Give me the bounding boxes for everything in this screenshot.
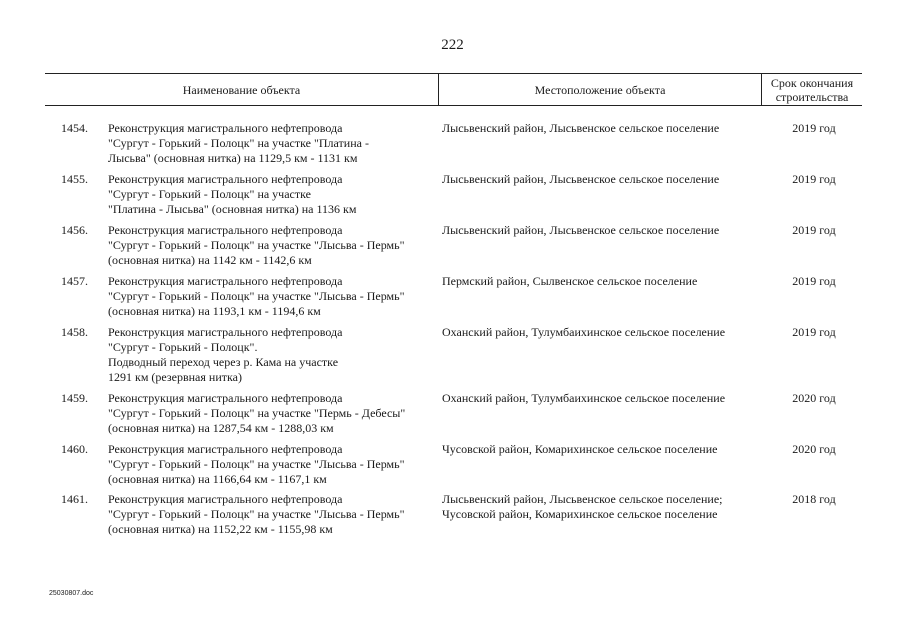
completion-year: 2020 год [792,391,836,405]
header-location: Местоположение объекта [534,83,666,97]
object-name: Реконструкция магистрального нефтепровода "Сургут - Горький - Полоцк" на участке "Лысьва - Пермь" (основная нитка) на 1193,1 км - 1194,6 км [108,274,405,318]
row-number: 1455. [61,172,88,186]
row-number: 1457. [61,274,88,288]
object-location: Лысьвенский район, Лысьвенское сельское поселение [442,223,720,237]
completion-year: 2019 год [792,274,836,288]
header-name: Наименование объекта [182,83,301,97]
completion-year: 2018 год [792,492,836,506]
row-number: 1456. [61,223,88,237]
header-top-rule [45,73,862,74]
header-bottom-rule [45,105,862,106]
page-number: 222 [441,37,464,53]
completion-year: 2019 год [792,172,836,186]
completion-year: 2019 год [792,223,836,237]
object-location: Лысьвенский район, Лысьвенское сельское поселение [442,172,720,186]
object-name: Реконструкция магистрального нефтепровода "Сургут - Горький - Полоцк" на участке "Пермь - Дебесы" (основная нитка) на 1287,54 км - 1288,03 км [108,391,406,435]
document-filename: 25030807.doc [49,590,94,597]
object-name: Реконструкция магистрального нефтепровода "Сургут - Горький - Полоцк" на участке "Лысьва - Пермь" (основная нитка) на 1166,64 км - 1167,1 км [108,442,405,486]
row-number: 1458. [61,325,88,339]
object-location: Пермский район, Сылвенское сельское поселение [442,274,698,288]
object-location: Лысьвенский район, Лысьвенское сельское поселение [442,121,720,135]
completion-year: 2019 год [792,121,836,135]
object-location: Лысьвенский район, Лысьвенское сельское поселение; Чусовской район, Комарихинское сельское поселение [442,492,723,521]
completion-year: 2020 год [792,442,836,456]
row-number: 1459. [61,391,88,405]
object-name: Реконструкция магистрального нефтепровода "Сургут - Горький - Полоцк" на участке "Платина - Лысьва" (основная нитка) на 1136 км [108,172,357,216]
row-number: 1460. [61,442,88,456]
completion-year: 2019 год [792,325,836,339]
object-name: Реконструкция магистрального нефтепровода "Сургут - Горький - Полоцк" на участке "Лысьва - Пермь" (основная нитка) на 1152,22 км - 1155,98 км [108,492,405,536]
object-name: Реконструкция магистрального нефтепровода "Сургут - Горький - Полоцк" на участке "Лысьва - Пермь" (основная нитка) на 1142 км - 1142,6 км [108,223,405,267]
header-deadline: Срок окончания строительства [770,76,854,104]
object-location: Оханский район, Тулумбаихинское сельское поселение [442,325,726,339]
object-name: Реконструкция магистрального нефтепровода "Сургут - Горький - Полоцк" на участке "Платина - Лысьва" (основная нитка) на 1129,5 км - 1131 км [108,121,369,165]
row-number: 1461. [61,492,88,506]
object-name: Реконструкция магистрального нефтепровода "Сургут - Горький - Полоцк". Подводный переход через р. Кама на участке 1291 км (резервная нитка) [108,325,343,384]
object-location: Чусовской район, Комарихинское сельское поселение [442,442,718,456]
object-location: Оханский район, Тулумбаихинское сельское поселение [442,391,726,405]
row-number: 1454. [61,121,88,135]
